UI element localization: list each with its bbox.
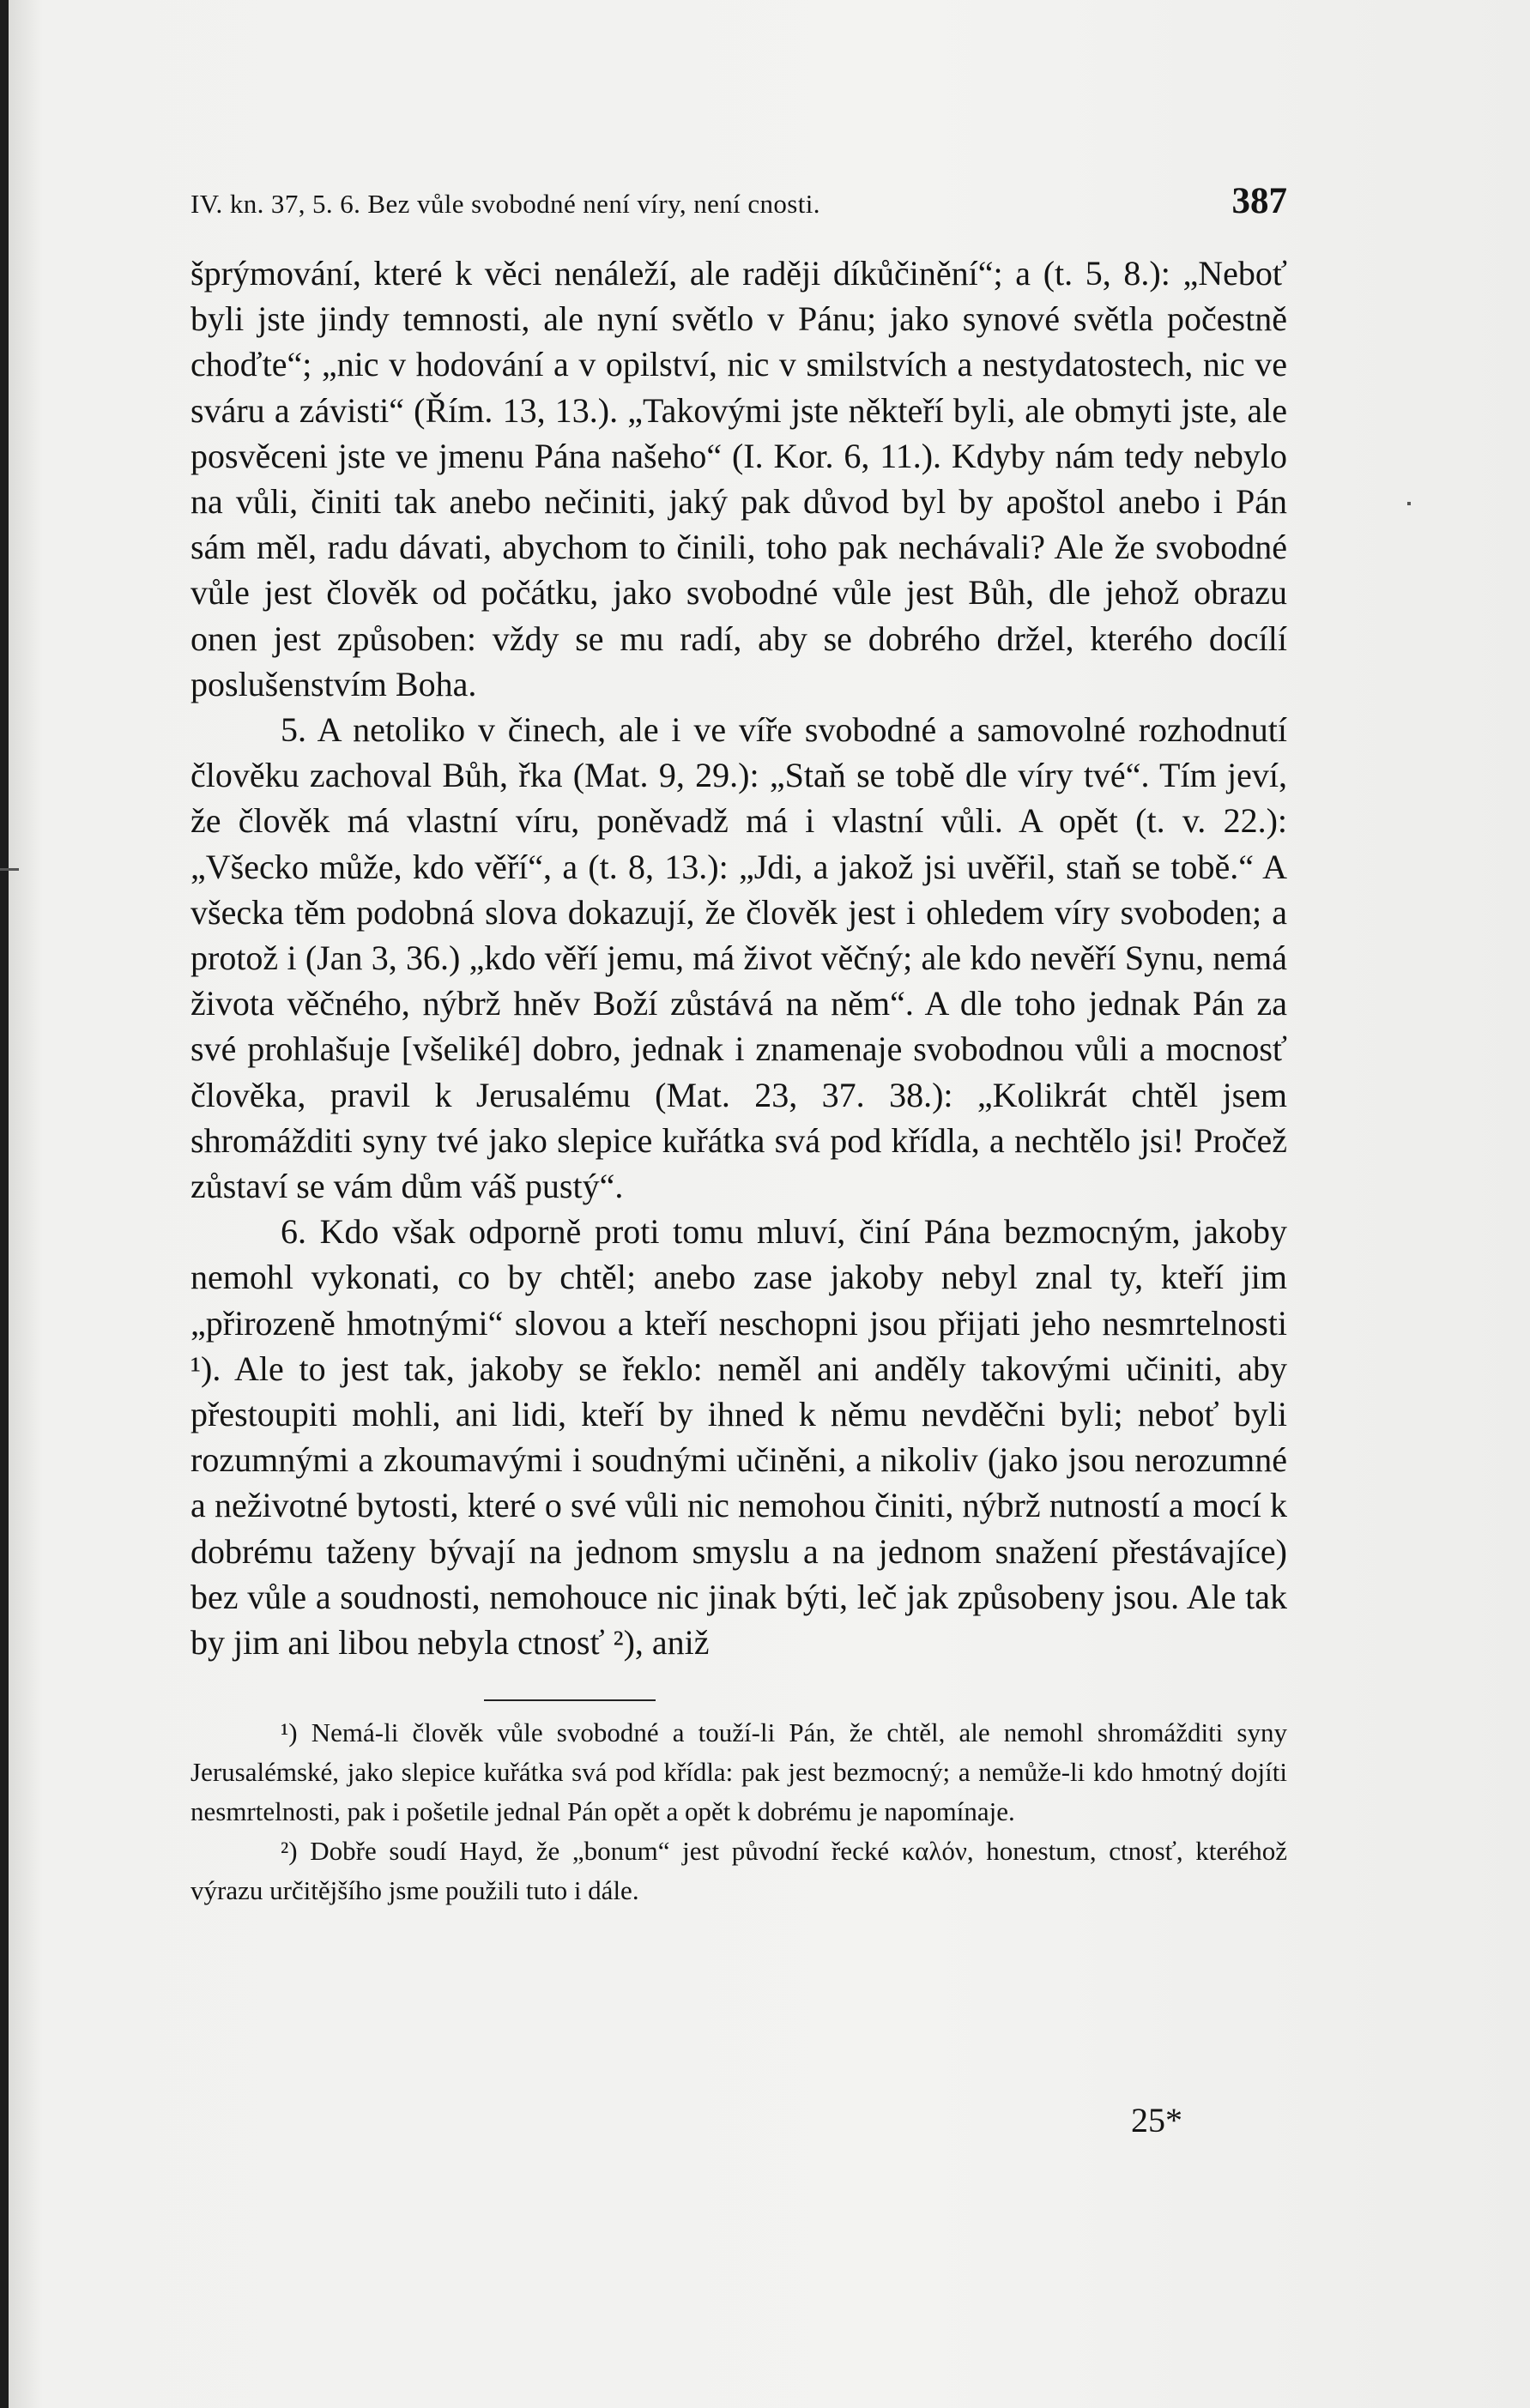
scan-mark	[0, 868, 19, 871]
running-title: IV. kn. 37, 5. 6. Bez vůle svobodné není víry, není cnosti.	[190, 189, 820, 219]
running-header	[190, 180, 1287, 232]
footnote-divider	[484, 1699, 656, 1701]
scan-speck	[1407, 502, 1411, 505]
footnotes	[190, 1713, 1287, 1910]
footnote-mark: ²)	[281, 1836, 298, 1867]
footnote-text: Dobře soudí Hayd, že „bonum“ jest původní řecké καλόν, honestum, ctnosť, kteréhož výrazu určitějšího jsme použili tuto i dále.	[190, 1836, 1287, 1906]
signature-mark: 25*	[1131, 2101, 1182, 2139]
footnote-text: Nemá-li člověk vůle svobodné a touží-li Pán, že chtěl, ale nemohl shromážditi syny Jerusalémské, jako slepice kuřátka svá pod křídla: pak jest bezmocný; a nemůže-li kdo hmotný dojíti nesmrtelnosti, pak i pošetile jednal Pán opět a opět k dobrému je napomínaje.	[190, 1717, 1287, 1827]
main-text	[190, 250, 1287, 1665]
footnote	[190, 1713, 1287, 1832]
page-number: 387	[1231, 181, 1287, 221]
footnote-mark: ¹)	[281, 1717, 298, 1748]
footnote	[190, 1832, 1287, 1910]
paragraph: šprýmování, které k věci nenáleží, ale raději díkůčinění“; a (t. 5, 8.): „Neboť byli jste jindy temnosti, ale nyní světlo v Pánu; jako synové světla počestně choďte“; „nic v hodování a v opilství, nic v smilstvích a nestydatostech, nic ve sváru a závisti“ (Řím. 13, 13.). „Takovými jste někteří byli, ale obmyti jste, ale posvěceni jste ve jmenu Pána našeho“ (I. Kor. 6, 11.). Kdyby nám tedy nebylo na vůli, činiti tak anebo nečiniti, jaký pak důvod byl by apoštol anebo i Pán sám měl, radu dávati, abychom to činili, toho pak nechávali? Ale že svobodné vůle jest člověk od počátku, jako svobodné vůle jest Bůh, dle jehož obrazu onen jest způsoben: vždy se mu radí, aby se dobrého držel, kterého docílí poslušenstvím Boha.	[190, 254, 1287, 703]
book-page	[190, 180, 1287, 1910]
paragraph: 6. Kdo však odporně proti tomu mluví, činí Pána bezmocným, jakoby nemohl vykonati, co by chtěl; anebo zase jakoby nebyl znal ty, kteří jim „přirozeně hmotnými“ slovou a kteří neschopni jsou přijati jeho nesmrtelnosti ¹). Ale to jest tak, jakoby se řeklo: neměl ani anděly takovými učiniti, aby přestoupiti mohli, ani lidi, kteří by ihned k němu nevděčni byli; neboť byli rozumnými a zkoumavými i soudnými učiněni, a nikoliv (jako jsou nerozumné a neživotné bytosti, které o své vůli nic nemohou činiti, nýbrž nutností a mocí k dobrému taženy bývají na jednom smyslu a na jednom snažení přestávajíce) bez vůle a soudnosti, nemohouce nic jinak býti, leč jak způsobeny jsou. Ale tak by jim ani libou nebyla ctnosť ²), aniž	[190, 1212, 1287, 1663]
scan-left-edge	[0, 0, 9, 2408]
paragraph: 5. A netoliko v činech, ale i ve víře svobodné a samovolné rozhodnutí člověku zachoval Bůh, řka (Mat. 9, 29.): „Staň se tobě dle víry tvé“. Tím jeví, že člověk má vlastní víru, poněvadž má i vlastní vůli. A opět (t. v. 22.): „Všecko může, kdo věří“, a (t. 8, 13.): „Jdi, a jakož jsi uvěřil, staň se tobě.“ A všecka těm podobná slova dokazují, že člověk jest i ohledem víry svoboden; a protož i (Jan 3, 36.) „kdo věří jemu, má život věčný; ale kdo nevěří Synu, nemá života věčného, nýbrž hněv Boží zůstává na něm“. A dle toho jednak Pán za své prohlašuje [všeliké] dobro, jednak i znamenaje svobodnou vůli a mocnosť člověka, pravil k Jerusalému (Mat. 23, 37. 38.): „Kolikrát chtěl jsem shromážditi syny tvé jako slepice kuřátka svá pod křídla, a nechtělo jsi! Pročež zůstaví se vám dům váš pustý“.	[190, 710, 1287, 1206]
